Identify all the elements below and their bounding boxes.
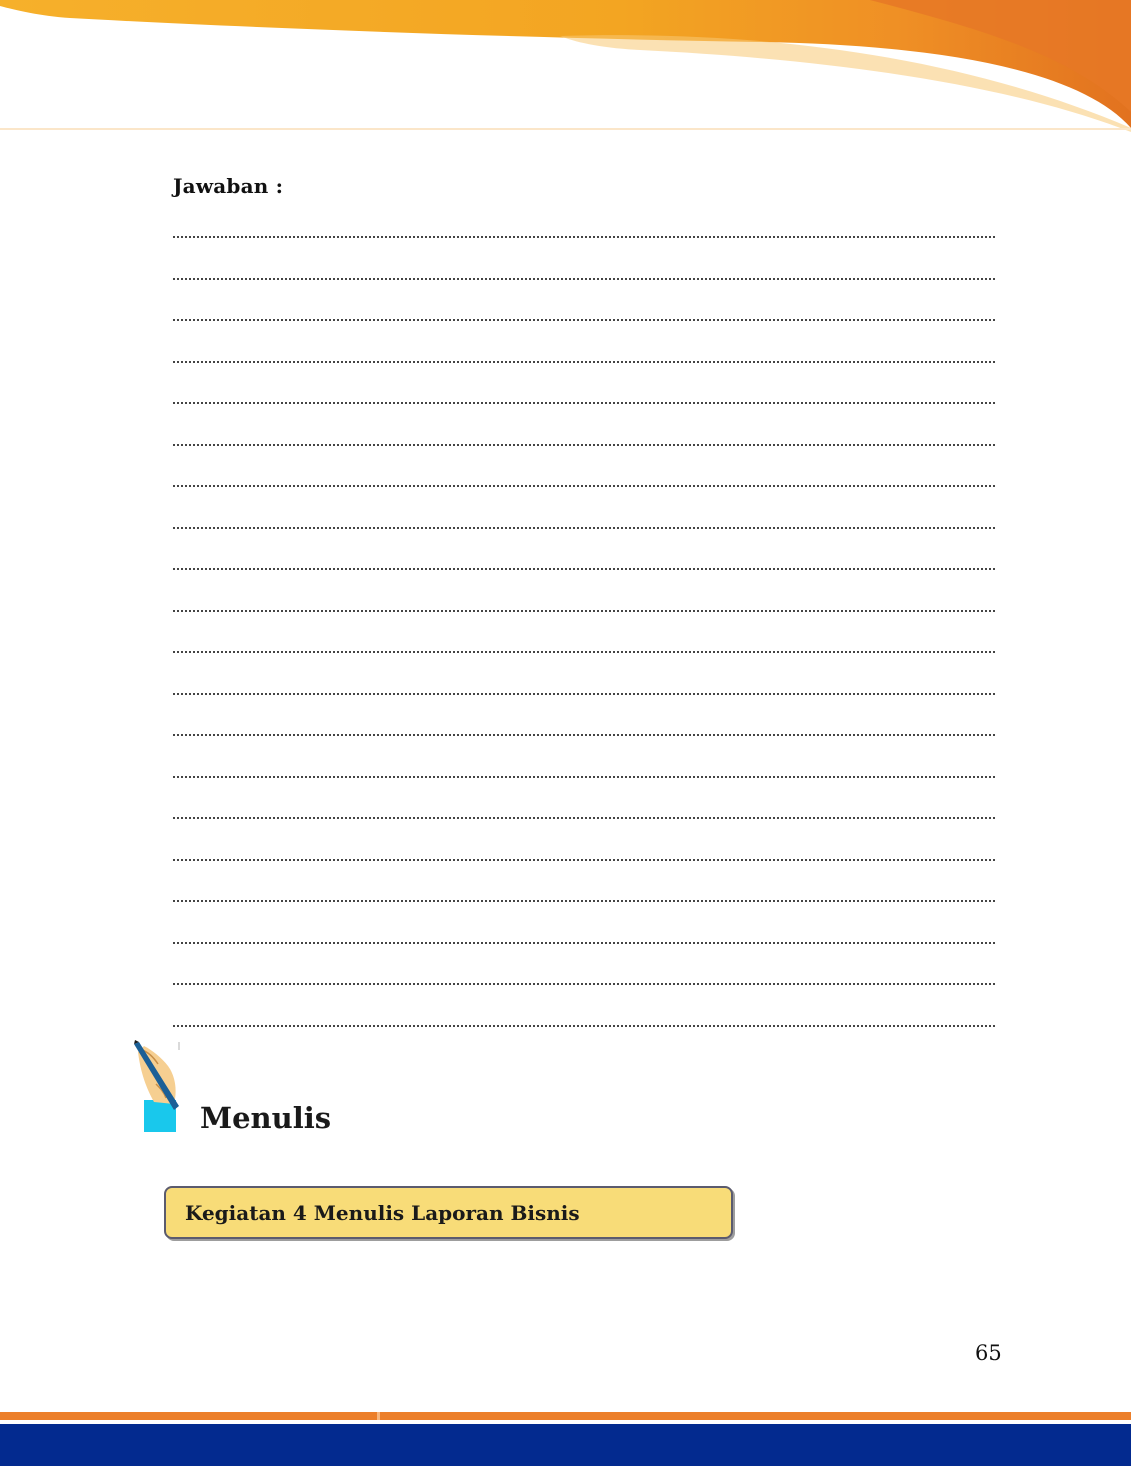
answer-line-17[interactable] [173,892,995,934]
footer-stripe-notch [377,1412,380,1420]
answer-line-20[interactable] [173,1017,995,1059]
answer-line-15[interactable] [173,809,995,851]
answer-line-14[interactable] [173,768,995,810]
answer-label: Jawaban : [173,174,284,198]
header-divider [0,128,1131,130]
footer-blue-band [0,1424,1131,1466]
pencil-icon [128,1040,184,1134]
answer-line-12[interactable] [173,685,995,727]
answer-line-11[interactable] [173,643,995,685]
answer-line-19[interactable] [173,975,995,1017]
footer-orange-stripe [0,1412,1131,1420]
answer-lines [173,228,995,1058]
answer-line-4[interactable] [173,353,995,395]
answer-line-6[interactable] [173,436,995,478]
activity-banner [164,1186,733,1239]
answer-line-13[interactable] [173,726,995,768]
answer-line-16[interactable] [173,851,995,893]
answer-line-3[interactable] [173,311,995,353]
answer-line-2[interactable] [173,270,995,312]
section-title: Menulis [200,1101,332,1135]
page-number: 65 [975,1341,1002,1365]
answer-line-1[interactable] [173,228,995,270]
answer-line-10[interactable] [173,602,995,644]
answer-line-9[interactable] [173,560,995,602]
header-wave-decoration [0,0,1131,140]
answer-line-5[interactable] [173,394,995,436]
answer-line-7[interactable] [173,477,995,519]
activity-title: Kegiatan 4 Menulis Laporan Bisnis [185,1201,580,1225]
answer-line-18[interactable] [173,934,995,976]
answer-line-8[interactable] [173,519,995,561]
